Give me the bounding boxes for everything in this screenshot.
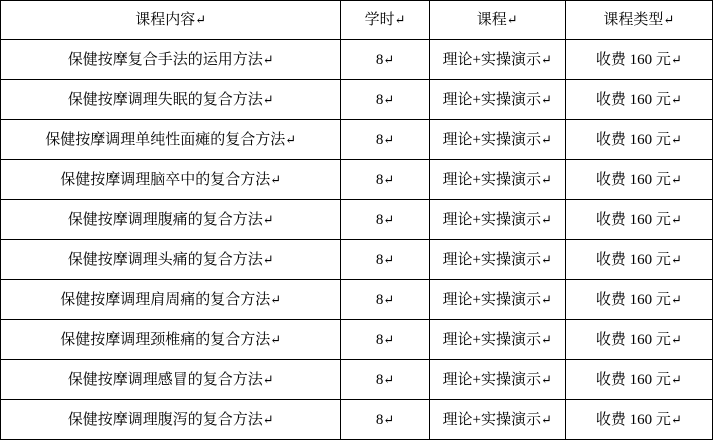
cell-text: 8 xyxy=(375,171,384,188)
paragraph-mark: ↵ xyxy=(383,91,395,107)
cell-text: 收费 160 元 xyxy=(595,91,671,108)
paragraph-mark: ↵ xyxy=(670,91,682,107)
cell-text: 8 xyxy=(375,371,384,388)
cell-text: 8 xyxy=(375,91,384,108)
paragraph-mark: ↵ xyxy=(670,131,682,147)
cell-hours xyxy=(341,320,429,360)
paragraph-mark: ↵ xyxy=(670,51,682,67)
cell-text: 理论+实操演示 xyxy=(442,411,541,428)
cell-content xyxy=(1,400,341,440)
cell-text: 8 xyxy=(375,331,384,348)
cell-course xyxy=(429,120,565,160)
paragraph-mark: ↵ xyxy=(506,12,518,27)
cell-course xyxy=(429,240,565,280)
table-header-cell-type xyxy=(565,1,712,40)
cell-hours xyxy=(341,40,429,80)
cell-text: 收费 160 元 xyxy=(595,171,671,188)
cell-text: 理论+实操演示 xyxy=(442,371,541,388)
cell-text: 收费 160 元 xyxy=(595,211,671,228)
cell-text: 收费 160 元 xyxy=(595,251,671,268)
cell-text: 8 xyxy=(375,211,384,228)
cell-hours xyxy=(341,200,429,240)
cell-text: 理论+实操演示 xyxy=(442,251,541,268)
cell-text: 保健按摩调理腹痛的复合方法 xyxy=(67,211,263,228)
cell-content xyxy=(1,360,341,400)
cell-text: 保健按摩调理腹泻的复合方法 xyxy=(67,411,263,428)
cell-text: 保健按摩调理感冒的复合方法 xyxy=(67,371,263,388)
paragraph-mark: ↵ xyxy=(540,371,552,387)
cell-course xyxy=(429,360,565,400)
cell-hours xyxy=(341,120,429,160)
cell-text: 保健按摩调理失眠的复合方法 xyxy=(67,91,263,108)
paragraph-mark: ↵ xyxy=(540,171,552,187)
cell-text: 8 xyxy=(375,251,384,268)
paragraph-mark: ↵ xyxy=(383,51,395,67)
paragraph-mark: ↵ xyxy=(383,371,395,387)
paragraph-mark: ↵ xyxy=(540,51,552,67)
cell-text: 理论+实操演示 xyxy=(442,211,541,228)
cell-text: 收费 160 元 xyxy=(595,131,671,148)
cell-type xyxy=(565,400,712,440)
paragraph-mark: ↵ xyxy=(262,371,274,387)
paragraph-mark: ↵ xyxy=(670,171,682,187)
cell-type xyxy=(565,40,712,80)
cell-course xyxy=(429,280,565,320)
cell-text: 理论+实操演示 xyxy=(442,331,541,348)
paragraph-mark: ↵ xyxy=(262,411,274,427)
cell-content xyxy=(1,320,341,360)
paragraph-mark: ↵ xyxy=(195,12,207,27)
paragraph-mark: ↵ xyxy=(540,131,552,147)
paragraph-mark: ↵ xyxy=(540,331,552,347)
table-header-cell-course xyxy=(429,1,565,40)
cell-text: 8 xyxy=(375,51,384,68)
paragraph-mark: ↵ xyxy=(383,291,395,307)
cell-text: 收费 160 元 xyxy=(595,411,671,428)
table-row xyxy=(1,200,713,240)
paragraph-mark: ↵ xyxy=(270,331,282,347)
cell-type xyxy=(565,240,712,280)
cell-type xyxy=(565,320,712,360)
header-text: 课程类型 xyxy=(603,12,664,28)
paragraph-mark: ↵ xyxy=(670,331,682,347)
cell-text: 理论+实操演示 xyxy=(442,171,541,188)
paragraph-mark: ↵ xyxy=(383,171,395,187)
cell-course xyxy=(429,40,565,80)
cell-text: 保健按摩调理肩周痛的复合方法 xyxy=(60,291,271,308)
cell-text: 8 xyxy=(375,411,384,428)
paragraph-mark: ↵ xyxy=(540,411,552,427)
header-text: 学时 xyxy=(364,12,395,28)
paragraph-mark: ↵ xyxy=(270,171,282,187)
cell-text: 8 xyxy=(375,291,384,308)
paragraph-mark: ↵ xyxy=(663,12,675,27)
cell-text: 收费 160 元 xyxy=(595,371,671,388)
header-text: 课程内容 xyxy=(135,12,196,28)
paragraph-mark: ↵ xyxy=(540,251,552,267)
cell-content xyxy=(1,200,341,240)
cell-text: 收费 160 元 xyxy=(595,331,671,348)
cell-type xyxy=(565,160,712,200)
paragraph-mark: ↵ xyxy=(383,211,395,227)
cell-type xyxy=(565,200,712,240)
cell-content xyxy=(1,80,341,120)
table-row xyxy=(1,360,713,400)
cell-course xyxy=(429,320,565,360)
paragraph-mark: ↵ xyxy=(540,291,552,307)
table-row xyxy=(1,280,713,320)
table-row xyxy=(1,80,713,120)
cell-text: 理论+实操演示 xyxy=(442,291,541,308)
paragraph-mark: ↵ xyxy=(383,411,395,427)
cell-text: 保健按摩调理脑卒中的复合方法 xyxy=(60,171,271,188)
cell-course xyxy=(429,80,565,120)
table-row xyxy=(1,40,713,80)
paragraph-mark: ↵ xyxy=(262,251,274,267)
paragraph-mark: ↵ xyxy=(383,131,395,147)
header-text: 课程 xyxy=(476,12,507,28)
table-header-cell-content xyxy=(1,1,341,40)
table-header-cell-hours xyxy=(341,1,429,40)
table-row xyxy=(1,120,713,160)
table-row xyxy=(1,320,713,360)
cell-type xyxy=(565,80,712,120)
cell-type xyxy=(565,360,712,400)
paragraph-mark: ↵ xyxy=(540,211,552,227)
cell-text: 保健按摩调理头痛的复合方法 xyxy=(67,251,263,268)
paragraph-mark: ↵ xyxy=(394,12,406,27)
cell-content xyxy=(1,120,341,160)
cell-content xyxy=(1,160,341,200)
paragraph-mark: ↵ xyxy=(670,251,682,267)
cell-text: 8 xyxy=(375,131,384,148)
cell-course xyxy=(429,160,565,200)
cell-type xyxy=(565,120,712,160)
cell-text: 收费 160 元 xyxy=(595,51,671,68)
paragraph-mark: ↵ xyxy=(270,291,282,307)
paragraph-mark: ↵ xyxy=(262,211,274,227)
cell-hours xyxy=(341,160,429,200)
table-row xyxy=(1,240,713,280)
cell-hours xyxy=(341,280,429,320)
paragraph-mark: ↵ xyxy=(670,291,682,307)
cell-hours xyxy=(341,400,429,440)
cell-content xyxy=(1,40,341,80)
cell-course xyxy=(429,400,565,440)
paragraph-mark: ↵ xyxy=(383,251,395,267)
cell-text: 保健按摩复合手法的运用方法 xyxy=(67,51,263,68)
cell-text: 保健按摩调理颈椎痛的复合方法 xyxy=(60,331,271,348)
table-header-row xyxy=(1,1,713,40)
table-row xyxy=(1,160,713,200)
cell-type xyxy=(565,280,712,320)
cell-course xyxy=(429,200,565,240)
cell-hours xyxy=(341,360,429,400)
cell-text: 收费 160 元 xyxy=(595,291,671,308)
cell-text: 理论+实操演示 xyxy=(442,91,541,108)
cell-text: 理论+实操演示 xyxy=(442,131,541,148)
cell-hours xyxy=(341,80,429,120)
paragraph-mark: ↵ xyxy=(540,91,552,107)
paragraph-mark: ↵ xyxy=(262,91,274,107)
cell-content xyxy=(1,280,341,320)
cell-hours xyxy=(341,240,429,280)
paragraph-mark: ↵ xyxy=(262,51,274,67)
paragraph-mark: ↵ xyxy=(670,411,682,427)
paragraph-mark: ↵ xyxy=(670,371,682,387)
paragraph-mark: ↵ xyxy=(670,211,682,227)
cell-text: 保健按摩调理单纯性面瘫的复合方法 xyxy=(45,131,286,148)
paragraph-mark: ↵ xyxy=(383,331,395,347)
paragraph-mark: ↵ xyxy=(285,131,297,147)
table-row xyxy=(1,400,713,440)
cell-text: 理论+实操演示 xyxy=(442,51,541,68)
cell-content xyxy=(1,240,341,280)
